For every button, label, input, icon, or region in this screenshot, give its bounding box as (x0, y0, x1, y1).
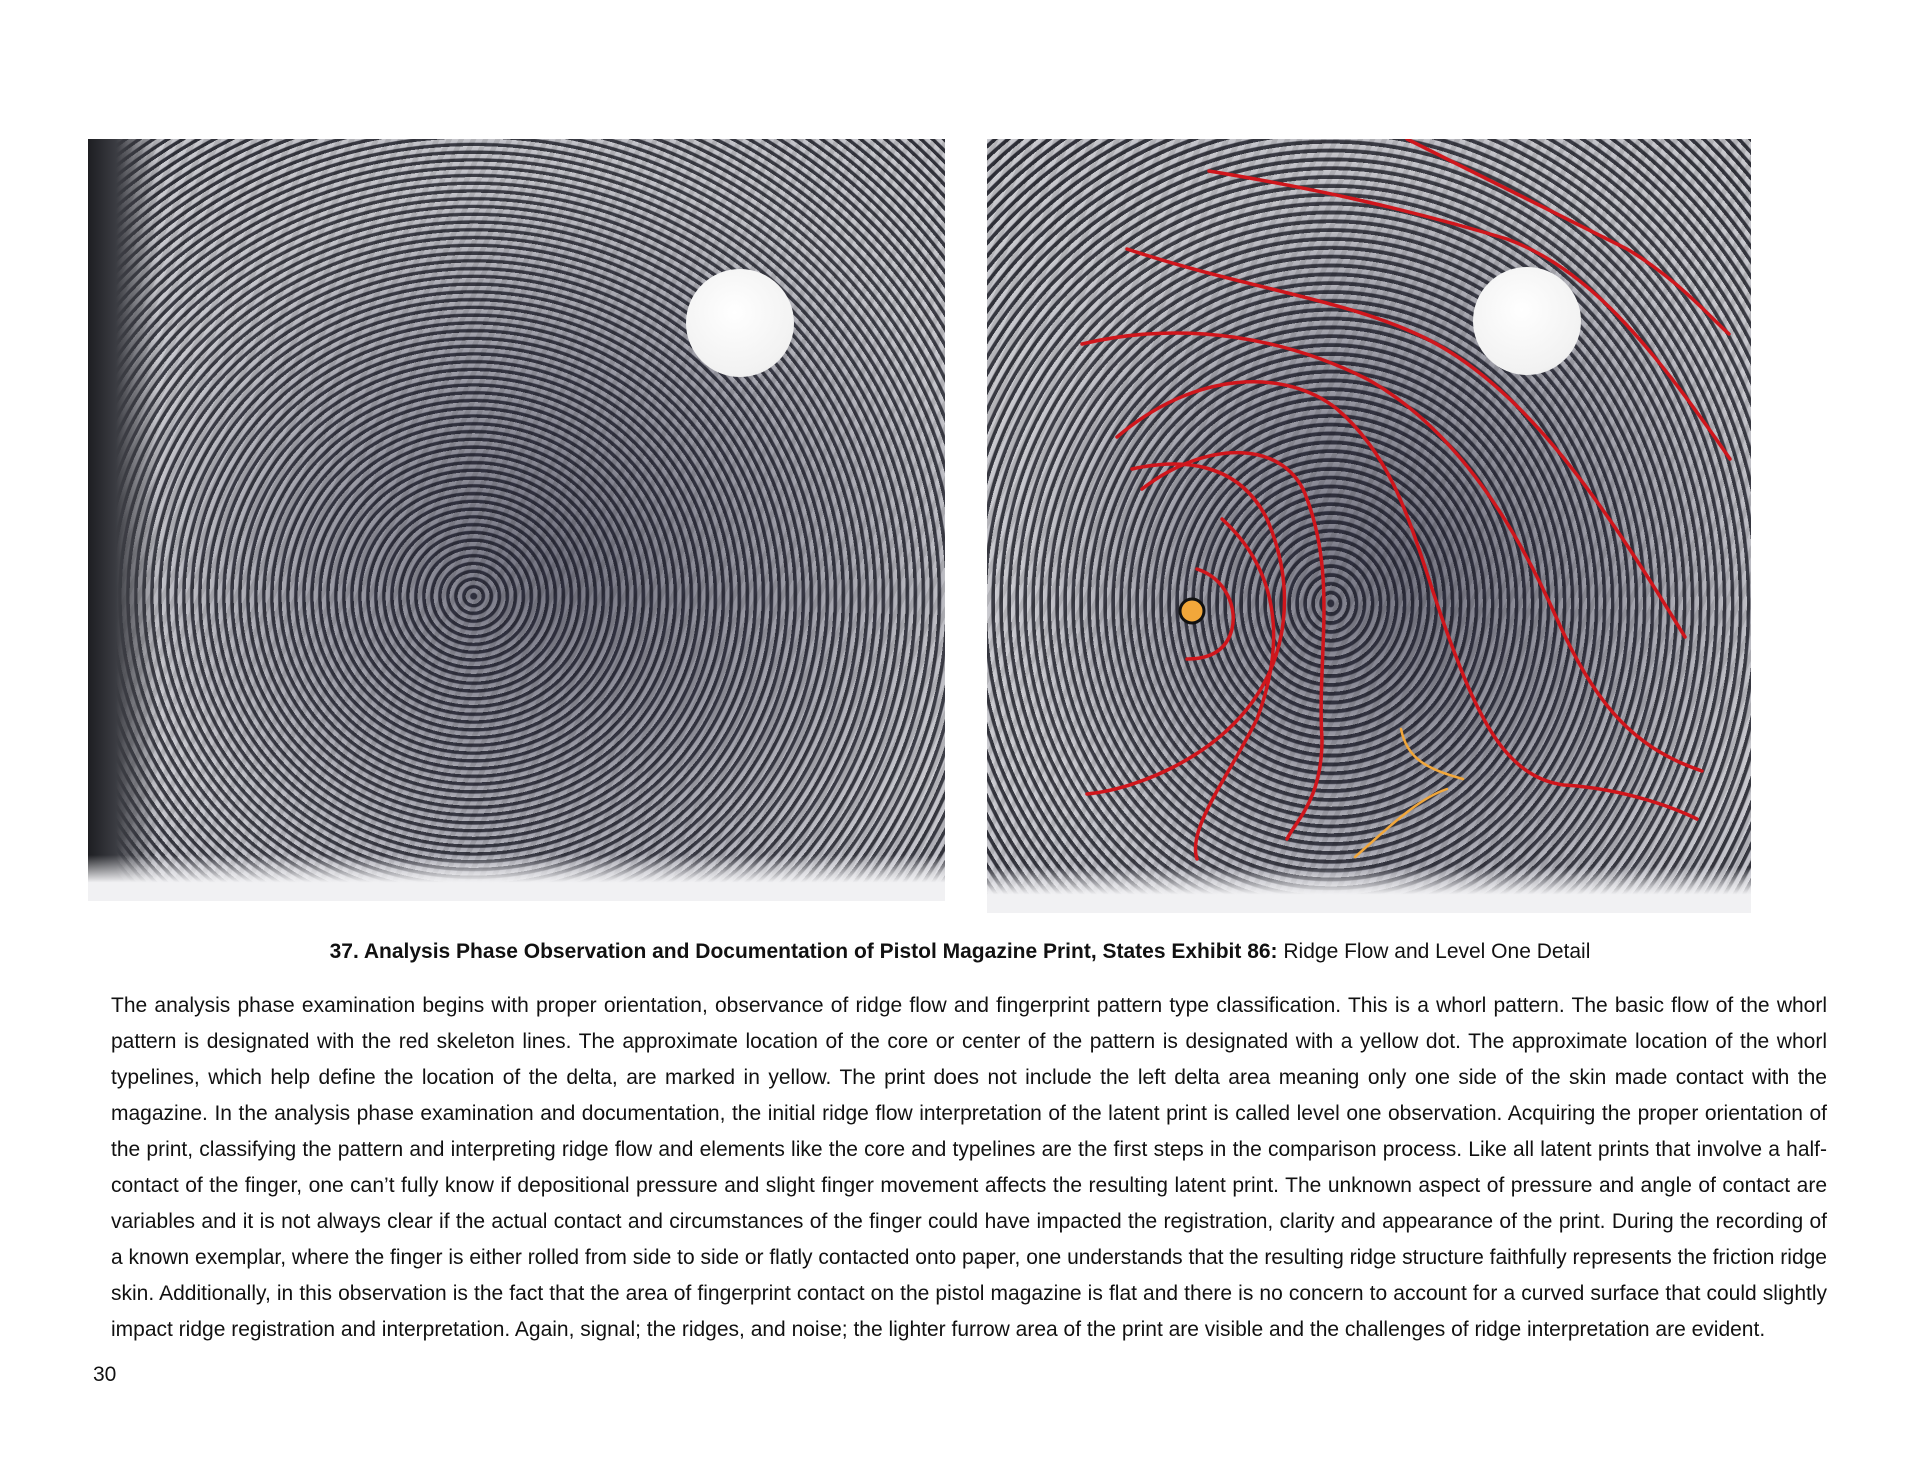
magazine-edge (88, 139, 158, 901)
page-number: 30 (93, 1363, 117, 1386)
typeline (1355, 789, 1447, 857)
skeleton-line (1209, 171, 1730, 459)
skeleton-line (1117, 382, 1697, 819)
skeleton-line (1127, 249, 1685, 637)
reflective-dot (686, 269, 794, 377)
figure-caption (120, 938, 1800, 966)
photo-bottom-edge (88, 855, 945, 901)
caption-regular: Ridge Flow and Level One Detail (1283, 940, 1591, 963)
skeleton-line (1407, 139, 1729, 334)
latent-print-photo (88, 139, 945, 901)
skeleton-line (1142, 453, 1324, 839)
core-dot (1180, 599, 1204, 623)
body-paragraph: The analysis phase examination begins with proper orientation, observance of ridge flow and fingerprint pattern type classification. This is a whorl pattern. The basic flow of the whorl pattern is designated with the red skeleton lines. The approximate location of the core or center of the pattern is designated with a yellow dot. The approximate location of the whorl typelines, which help define the location of the delta, are marked in yellow. The print does not include the left delta area meaning only one side of the skin made contact with the magazine. In the analysis phase examination and documentation, the initial ridge flow interpretation of the latent print is called level one observation. Acquiring the proper orientation of the print, classifying the pattern and interpreting ridge flow and elements like the core and typelines are the first steps in the comparison process. Like all latent prints that involve a half-contact of the finger, one can’t fully know if depositional pressure and slight finger movement affects the resulting latent print. The unknown aspect of pressure and angle of contact are variables and it is not always clear if the actual contact and circumstances of the finger could have impacted the registration, clarity and appearance of the print. During the recording of a known exemplar, where the finger is either rolled from side to side or flatly contacted onto paper, one understands that the resulting ridge structure faithfully represents the friction ridge skin. Additionally, in this observation is the fact that the area of fingerprint contact on the pistol magazine is flat and there is no concern to account for a curved surface that could slightly impact ridge registration and interpretation. Again, signal; the ridges, and noise; the lighter furrow area of the print are visible and the challenges of ridge interpretation are evident. (111, 994, 1827, 1341)
caption-bold: 37. Analysis Phase Observation and Documentation of Pistol Magazine Print, States Exhibit 86: (329, 940, 1278, 963)
annotated-print-photo (987, 139, 1751, 913)
ridge-annotation-overlay (987, 139, 1751, 913)
skeleton-line (1087, 464, 1284, 794)
typeline (1401, 729, 1463, 779)
